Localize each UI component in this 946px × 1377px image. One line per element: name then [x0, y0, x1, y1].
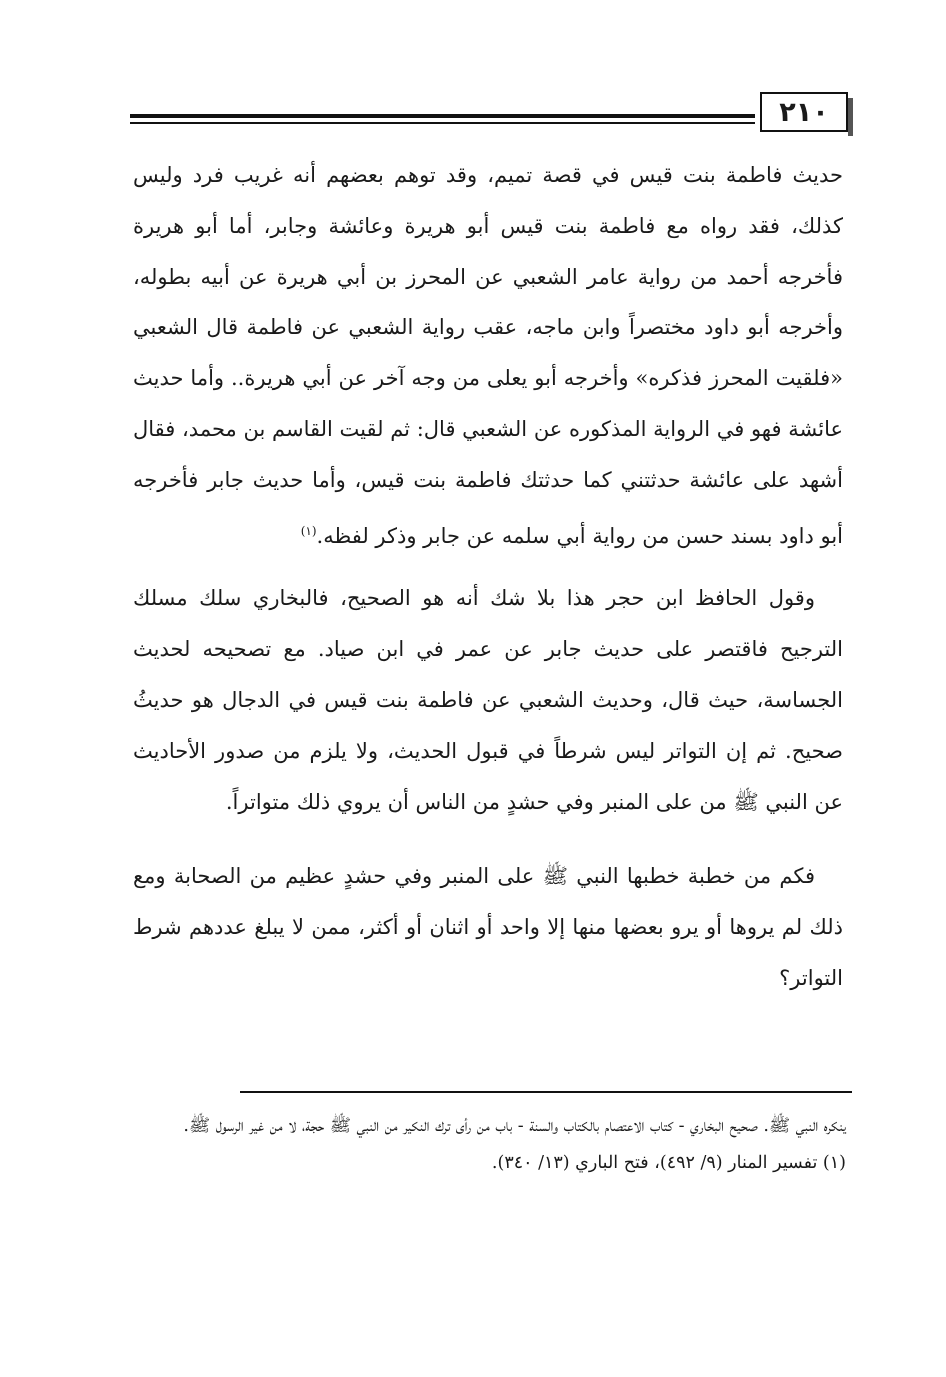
- paragraph-2: وقول الحافظ ابن حجر هذا بلا شك أنه هو الصحيح، فالبخاري سلك مسلك الترجيح فاقتصر على حديث جابر عن عمر في ابن صياد. مع تصحيحه لحديث الجساسة، حيث قال، وحديث الشعبي عن فاطمة بنت قيس في الدجال هو حديثُ صحيح. ثم إن التواتر ليس شرطاً في قبول الحديث، ولا يلزم من صدور الأحاديث عن النبي ﷺ من على المنبر وفي حشدٍ من الناس أن يروي ذلك متواتراً.: [133, 586, 843, 814]
- paragraph-3: فكم من خطبة خطبها النبي ﷺ على المنبر وفي حشدٍ عظيم من الصحابة ومع ذلك لم يروها أو يرو بعضها منها إلا واحد أو اثنان أو أكثر، ممن لا يبلغ عددهم شرط التواتر؟: [133, 864, 843, 990]
- page-header: [130, 92, 848, 132]
- footnote-continuation: ينكره النبي ﷺ. صحيح البخاري - كتاب الاعتصام بالكتاب والسنة - باب من رأى ترك النكير من النبي ﷺ حجة، لا من غير الرسول ﷺ.: [183, 1116, 846, 1136]
- paragraph-1-text: حديث فاطمة بنت قيس في قصة تميم، وقد توهم بعضهم أنه غريب فرد وليس كذلك، فقد رواه مع فاطمة بنت قيس أبو هريرة وعائشة وجابر، أما أبو هريرة فأخرجه أحمد من رواية عامر الشعبي عن المحرز بن أبي هريرة عن أبيه بطوله، وأخرجه أبو داود مختصراً وابن ماجه، عقب رواية الشعبي عن فاطمة قال الشعبي «فلقيت المحرز فذكره» وأخرجه أبو يعلى من وجه آخر عن أبي هريرة.. وأما حديث عائشة فهو في الرواية المذكوره عن الشعبي قال: ثم لقيت القاسم بن محمد، فقال أشهد على عائشة حدثتني كما حدثتك فاطمة بنت قيس، وأما حديث جابر فأخرجه أبو داود بسند حسن من رواية أبي سلمه عن جابر وذكر لفظه.: [133, 163, 843, 548]
- body-text: [133, 150, 843, 1004]
- paragraph-1: [133, 150, 843, 561]
- footnote-1: (١) تفسير المنار (٩/ ٤٩٢)، فتح الباري (١٣/ ٣٤٠).: [491, 1153, 846, 1173]
- header-rule-thin: [130, 122, 755, 124]
- footnote-separator: [240, 1091, 852, 1093]
- footnotes: [140, 1108, 846, 1182]
- page-number: ٢١٠: [760, 92, 848, 132]
- footnote-marker: (١): [300, 523, 317, 538]
- header-rule: [130, 114, 755, 118]
